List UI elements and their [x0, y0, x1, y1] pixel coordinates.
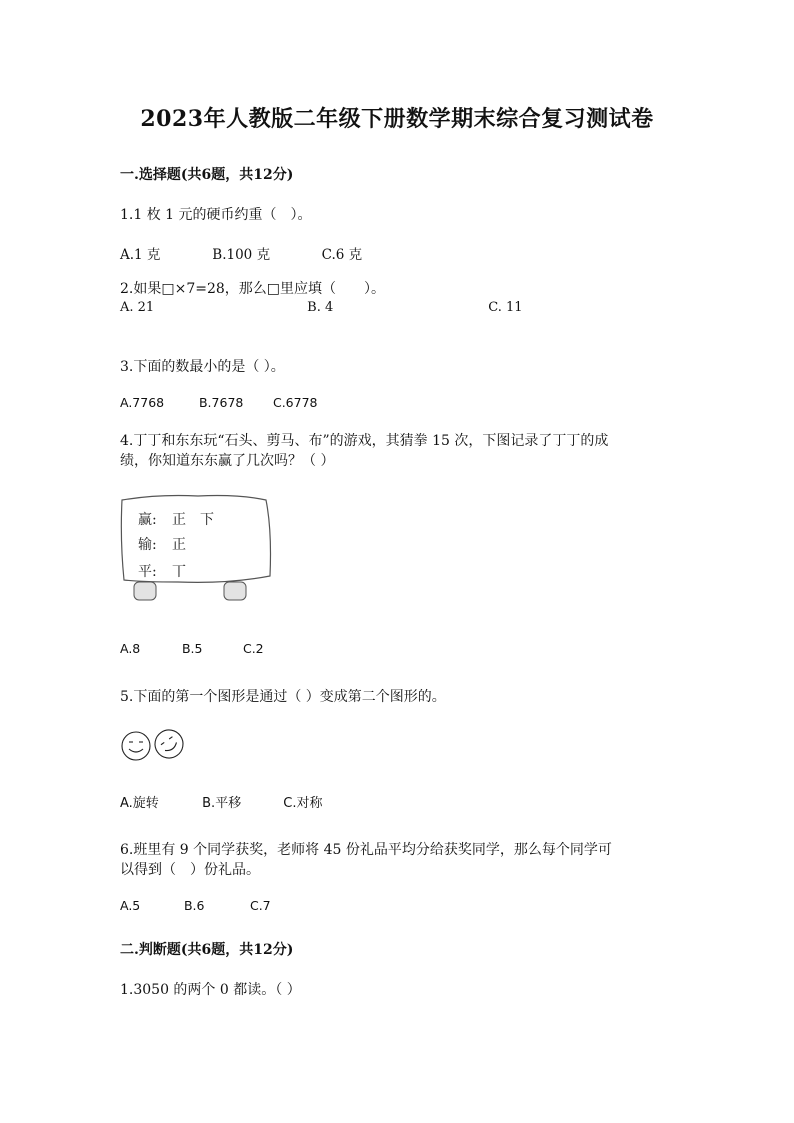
row-tie-marks: 丅 — [172, 564, 186, 580]
board-leg-left — [134, 582, 156, 600]
option-b: B.平移 — [202, 796, 242, 811]
board-leg-right — [224, 582, 246, 600]
row-win-marks: 正 下 — [172, 512, 214, 528]
judgement-1: 1.3050 的两个 0 都读。（ ） — [120, 982, 301, 998]
question-2-options — [120, 300, 523, 315]
option-a: A. 21 — [120, 300, 155, 315]
smiley-figures — [118, 728, 190, 762]
row-tie-label: 平: — [138, 564, 157, 580]
question-2: 2.如果□×7=28，那么□里应填（ ）。 — [120, 281, 385, 297]
section-heading-judgement: 二.判断题(共6题，共12分) — [120, 942, 294, 958]
question-5: 5.下面的第一个图形是通过（ ）变成第二个图形的。 — [120, 689, 446, 705]
question-4-options — [120, 641, 264, 656]
option-c: C.2 — [242, 641, 264, 656]
question-6-line-2: 以得到（ ）份礼品。 — [120, 862, 260, 878]
smiley-face-upright-icon — [122, 732, 150, 760]
question-4-line-1: 4.丁丁和东东玩“石头、剪马、布”的游戏，其猜拳 15 次，下图记录了丁丁的成 — [120, 433, 609, 449]
option-a: A.1 克 — [120, 247, 161, 263]
question-3: 3.下面的数最小的是（ ）。 — [120, 359, 285, 375]
option-a: A.5 — [120, 898, 141, 913]
question-4 — [120, 431, 680, 471]
row-win-label: 赢: — [138, 512, 157, 528]
question-6 — [120, 840, 680, 880]
row-lose-label: 输: — [138, 537, 157, 553]
option-a: A.7768 — [120, 395, 165, 410]
option-c: C.6778 — [272, 395, 318, 410]
score-board-figure — [118, 490, 278, 608]
row-lose-marks: 正 — [172, 537, 186, 553]
option-b: B.6 — [183, 898, 205, 913]
question-4-line-2: 绩，你知道东东赢了几次吗？（ ） — [120, 453, 335, 469]
option-b: B. 4 — [307, 300, 334, 315]
question-6-options — [120, 898, 271, 913]
option-c: C.6 克 — [321, 247, 363, 263]
question-1: 1.1 枚 1 元的硬币约重（ ）。 — [120, 207, 312, 223]
option-b: B.100 克 — [212, 247, 271, 263]
question-5-options — [120, 792, 323, 811]
question-3-options — [120, 395, 317, 410]
option-c: C.对称 — [283, 796, 323, 811]
smiley-face-rotated-icon — [150, 728, 189, 762]
option-c: C.7 — [249, 898, 271, 913]
question-6-line-1: 6.班里有 9 个同学获奖，老师将 45 份礼品平均分给获奖同学，那么每个同学可 — [120, 842, 612, 858]
section-heading-choice: 一.选择题(共6题，共12分) — [120, 167, 294, 183]
question-1-options — [120, 243, 362, 263]
page-title: 2023年人教版二年级下册数学期末综合复习测试卷 — [140, 106, 654, 132]
option-a: A.8 — [120, 641, 141, 656]
option-a: A.旋转 — [120, 796, 159, 811]
option-b: B.5 — [181, 641, 203, 656]
option-c: C. 11 — [488, 300, 523, 315]
option-b: B.7678 — [198, 395, 244, 410]
